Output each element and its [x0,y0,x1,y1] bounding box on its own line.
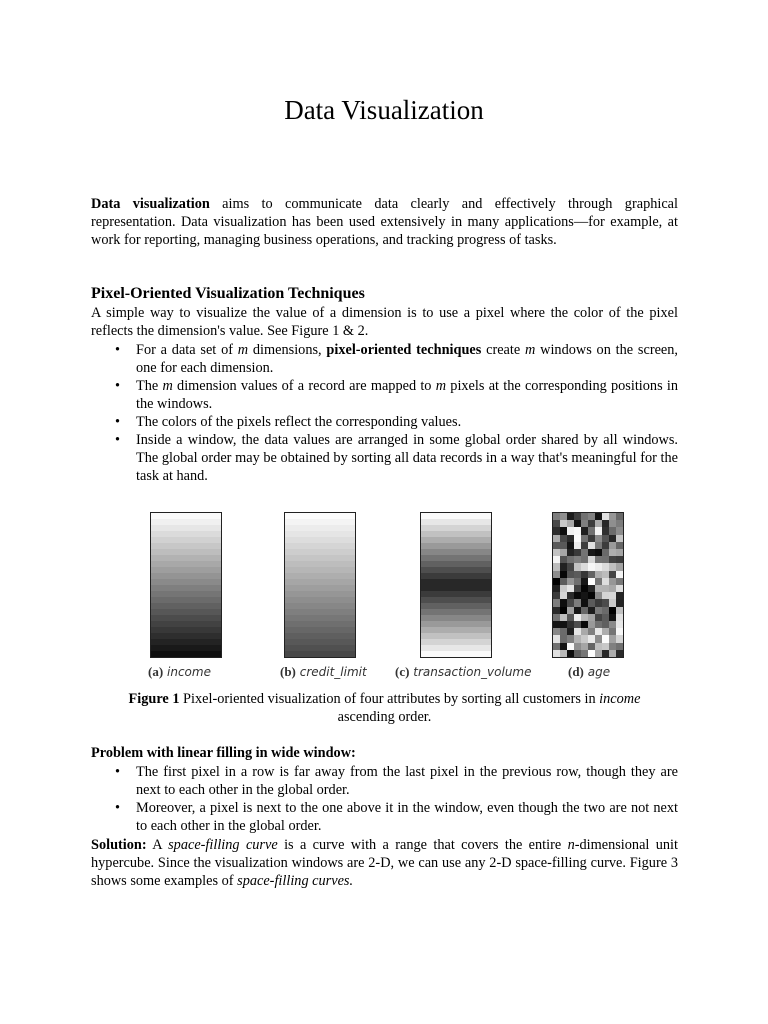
list-item: • The m dimension values of a record are mapped to m pixels at the corresponding positions in the windows. [115,378,678,412]
section1-paragraph: A simple way to visualize the value of a dimension is to use a pixel where the color of the pixel reflects the dimension's value. See Figure 1 & 2. [91,305,678,339]
intro-paragraph [91,195,678,249]
list-item: • For a data set of m dimensions, pixel-oriented techniques create m windows on the screen, one for each dimension. [115,342,678,376]
pixel-row [421,651,491,657]
list-item: • The first pixel in a row is far away from the last pixel in the previous row, though they are next to each other in the global order. [115,764,678,798]
income-pixel-window [150,512,222,658]
pixel-row [285,651,355,657]
document-title: Data Visualization [284,95,484,125]
section1-bullet-list [91,341,678,485]
credit-limit-pixel-window [284,512,356,658]
figure-1 [140,504,640,686]
figure-label-c: (c) transaction_volume [395,664,532,679]
list-item: • Inside a window, the data values are arranged in some global order shared by all windows. The global order may be obtained by sorting all data records in a way that's meaningful for the task at hand. [115,432,678,484]
bullet-icon: • [115,432,121,448]
list-item: • The colors of the pixels reflect the corresponding values. [115,414,462,430]
intro-lead: Data visualization [91,196,210,212]
figure-1-caption: Figure 1 Pixel-oriented visualization of four attributes by sorting all customers in income ascending order. [128,691,641,725]
figure-label-d: (d) age [568,664,611,679]
transaction-volume-pixel-window [420,512,492,658]
bullet-icon: • [115,800,121,816]
bullet-icon: • [115,378,121,394]
bullet-icon: • [115,764,121,780]
section2-heading: Problem with linear filling in wide window: [91,745,356,761]
intro-text: aims to communicate data clearly and effectively through graphical representation. Data visualization has been used extensively in many applications—for example, at work for reporting, managing business operations, and tracking progress of tasks. [91,196,678,248]
list-item: • Moreover, a pixel is next to the one above it in the window, even though the two are not next to each other in the global order. [115,800,678,834]
figure-label-b: (b) credit_limit [280,664,367,679]
solution-paragraph: Solution: A space-filling curve is a curve with a range that covers the entire n-dimensional unit hypercube. Since the visualization windows are 2-D, we can use any 2-D space-filling curve. Figure 3 shows some examples of space-filling curves. [91,837,678,889]
section-heading-pixel-oriented: Pixel-Oriented Visualization Techniques [91,285,365,302]
pixel-cell [616,650,624,658]
pixel-row [151,651,221,657]
age-pixel-window [552,512,624,658]
bullet-icon: • [115,342,121,358]
figure-label-a: (a) income [148,664,211,679]
section2-bullet-list [91,763,678,835]
bullet-icon: • [115,414,121,430]
